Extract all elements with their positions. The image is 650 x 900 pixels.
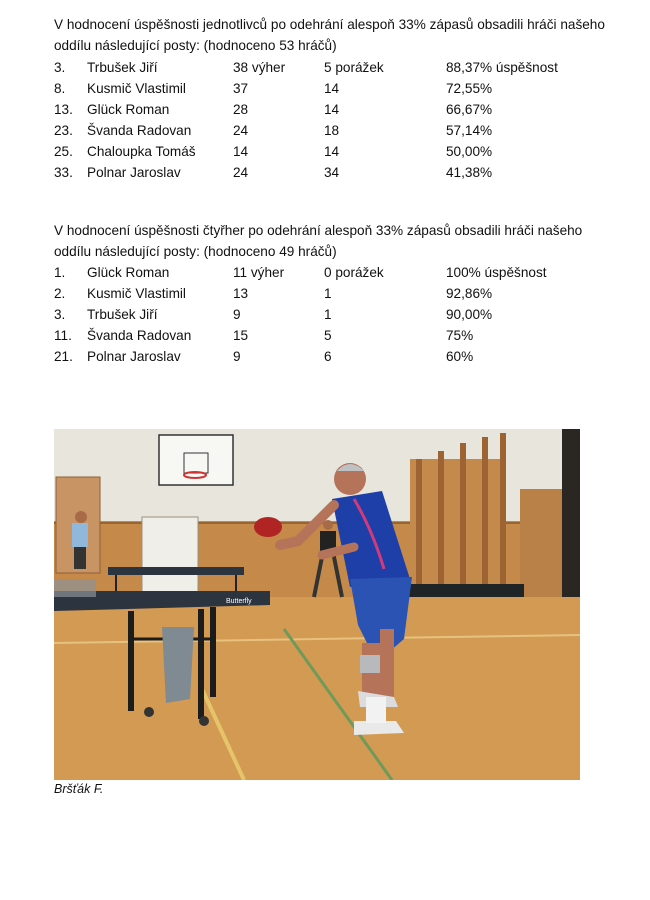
player-name: Polnar Jaroslav xyxy=(87,349,181,364)
rank-cell: 23. xyxy=(54,123,73,138)
success-cell: 60% xyxy=(446,349,474,364)
wins-cell: 9 xyxy=(233,349,241,364)
rank-cell: 11. xyxy=(54,328,72,343)
player-name: Polnar Jaroslav xyxy=(87,165,181,180)
wins-cell: 11 výher xyxy=(233,265,285,280)
rank-cell: 25. xyxy=(54,144,73,159)
wins-cell: 24 xyxy=(233,165,249,180)
wins-cell: 37 xyxy=(233,81,249,96)
rank-cell: 3. xyxy=(54,307,66,322)
rank-cell: 1. xyxy=(54,265,66,280)
success-cell: 57,14% xyxy=(446,123,493,138)
photo-caption: Bršťák F. xyxy=(54,782,104,796)
rank-cell: 21. xyxy=(54,349,73,364)
success-cell: 41,38% xyxy=(446,165,493,180)
table-tennis-photo xyxy=(54,429,580,780)
success-cell: 100% úspěšnost xyxy=(446,265,547,280)
background-table xyxy=(108,567,244,575)
wins-cell: 24 xyxy=(233,123,249,138)
fours-intro: V hodnocení úspěšnosti čtyřher po odehrání alespoň 33% zápasů obsadili hráči našeho oddílu následující posty: (hodnoceno 49 hráčů) xyxy=(54,223,583,259)
towel xyxy=(162,627,194,703)
losses-cell: 14 xyxy=(324,102,340,117)
rank-cell: 2. xyxy=(54,286,66,301)
rank-cell: 33. xyxy=(54,165,73,180)
losses-cell: 6 xyxy=(324,349,332,364)
sneaker xyxy=(354,721,404,735)
success-cell: 50,00% xyxy=(446,144,493,159)
player-name: Trbušek Jiří xyxy=(87,60,158,75)
losses-cell: 18 xyxy=(324,123,340,138)
player-name: Švanda Radovan xyxy=(87,123,192,138)
losses-cell: 34 xyxy=(324,165,340,180)
losses-cell: 14 xyxy=(324,144,340,159)
wins-cell: 28 xyxy=(233,102,249,117)
player-name: Chaloupka Tomáš xyxy=(87,144,196,159)
wins-cell: 15 xyxy=(233,328,249,343)
success-cell: 72,55% xyxy=(446,81,493,96)
losses-cell: 0 porážek xyxy=(324,265,384,280)
player-name: Kusmič Vlastimil xyxy=(87,81,186,96)
singles-intro: V hodnocení úspěšnosti jednotlivců po odehrání alespoň 33% zápasů obsadili hráči našeho oddílu následující posty: (hodnoceno 53 hráčů) xyxy=(54,17,605,53)
player-name: Glück Roman xyxy=(87,265,170,280)
wins-cell: 9 xyxy=(233,307,241,322)
success-cell: 88,37% úspěšnost xyxy=(446,60,558,75)
wins-cell: 38 výher xyxy=(233,60,286,75)
player-name: Glück Roman xyxy=(87,102,170,117)
player-name: Švanda Radovan xyxy=(87,328,192,343)
success-cell: 92,86% xyxy=(446,286,493,301)
success-cell: 90,00% xyxy=(446,307,493,322)
player-name: Trbušek Jiří xyxy=(87,307,158,322)
success-cell: 75% xyxy=(446,328,474,343)
table-brand-text: Butterfly xyxy=(226,598,252,605)
rank-cell: 3. xyxy=(54,60,66,75)
door xyxy=(142,517,198,597)
losses-cell: 1 xyxy=(324,307,332,322)
losses-cell: 1 xyxy=(324,286,332,301)
rank-cell: 13. xyxy=(54,102,73,117)
wins-cell: 13 xyxy=(233,286,249,301)
losses-cell: 5 porážek xyxy=(324,60,384,75)
losses-cell: 5 xyxy=(324,328,332,343)
losses-cell: 14 xyxy=(324,81,340,96)
rank-cell: 8. xyxy=(54,81,66,96)
wins-cell: 14 xyxy=(233,144,249,159)
paddle xyxy=(254,517,282,537)
player-name: Kusmič Vlastimil xyxy=(87,286,186,301)
success-cell: 66,67% xyxy=(446,102,493,117)
